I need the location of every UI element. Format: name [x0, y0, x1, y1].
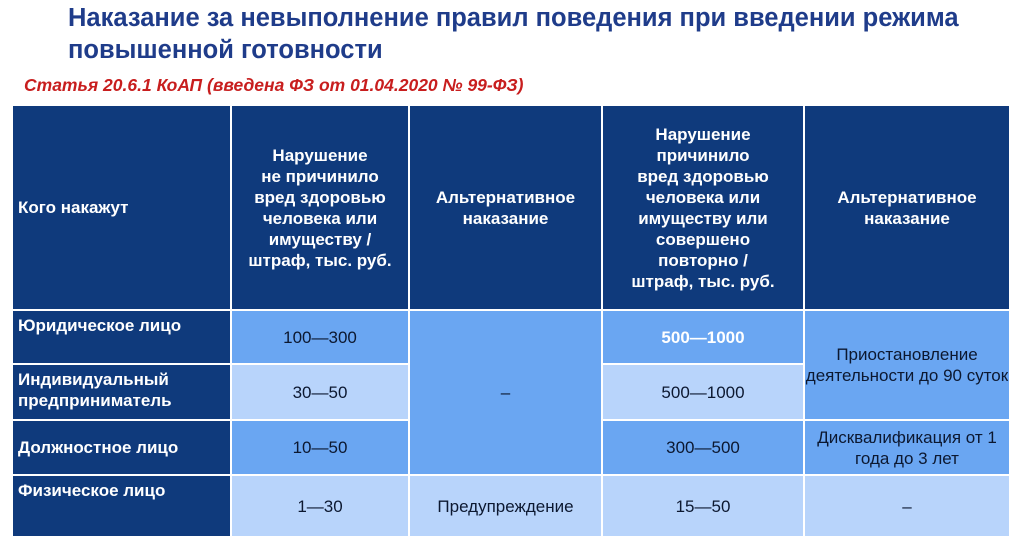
alt-harm-cell: Дисквалификация от 1 года до 3 лет	[804, 420, 1010, 475]
fine-no-harm-cell: 1—30	[231, 475, 409, 537]
row-label: Юридическое лицо	[12, 310, 231, 364]
fine-harm-cell: 500—1000	[602, 310, 804, 364]
row-label: Должностное лицо	[12, 420, 231, 475]
page-subtitle: Статья 20.6.1 КоАП (введена ФЗ от 01.04.2020 № 99-ФЗ)	[24, 75, 524, 95]
fine-no-harm-cell: 10—50	[231, 420, 409, 475]
fine-harm-cell: 500—1000	[602, 364, 804, 420]
header-alt-harm: Альтернативное наказание	[804, 105, 1010, 310]
fine-harm-cell: 300—500	[602, 420, 804, 475]
fine-no-harm-cell: 30—50	[231, 364, 409, 420]
alt-harm-cell: –	[804, 475, 1010, 537]
alt-no-harm-cell: Предупреждение	[409, 475, 602, 537]
header-alt-no-harm: Альтернативное наказание	[409, 105, 602, 310]
penalty-table	[11, 104, 1011, 538]
row-label: Физическое лицо	[12, 475, 231, 537]
row-label: Индивидуальный предприниматель	[12, 364, 231, 420]
alt-harm-merged-cell: Приостановление деятельности до 90 суток	[804, 310, 1010, 420]
fine-no-harm-cell: 100—300	[231, 310, 409, 364]
page-title: Наказание за невыполнение правил поведения при введении режима повышенной готовности	[68, 4, 959, 64]
table-row	[12, 310, 1010, 364]
alt-no-harm-merged-cell: –	[409, 310, 602, 475]
fine-harm-cell: 15—50	[602, 475, 804, 537]
header-fine-no-harm: Нарушение не причинило вред здоровью человека или имуществу / штраф, тыс. руб.	[231, 105, 409, 310]
header-row	[12, 105, 1010, 310]
table-row	[12, 475, 1010, 537]
header-who: Кого накажут	[12, 105, 231, 310]
header-fine-harm: Нарушение причинило вред здоровью человека или имуществу или совершено повторно / штраф, тыс. руб.	[602, 105, 804, 310]
